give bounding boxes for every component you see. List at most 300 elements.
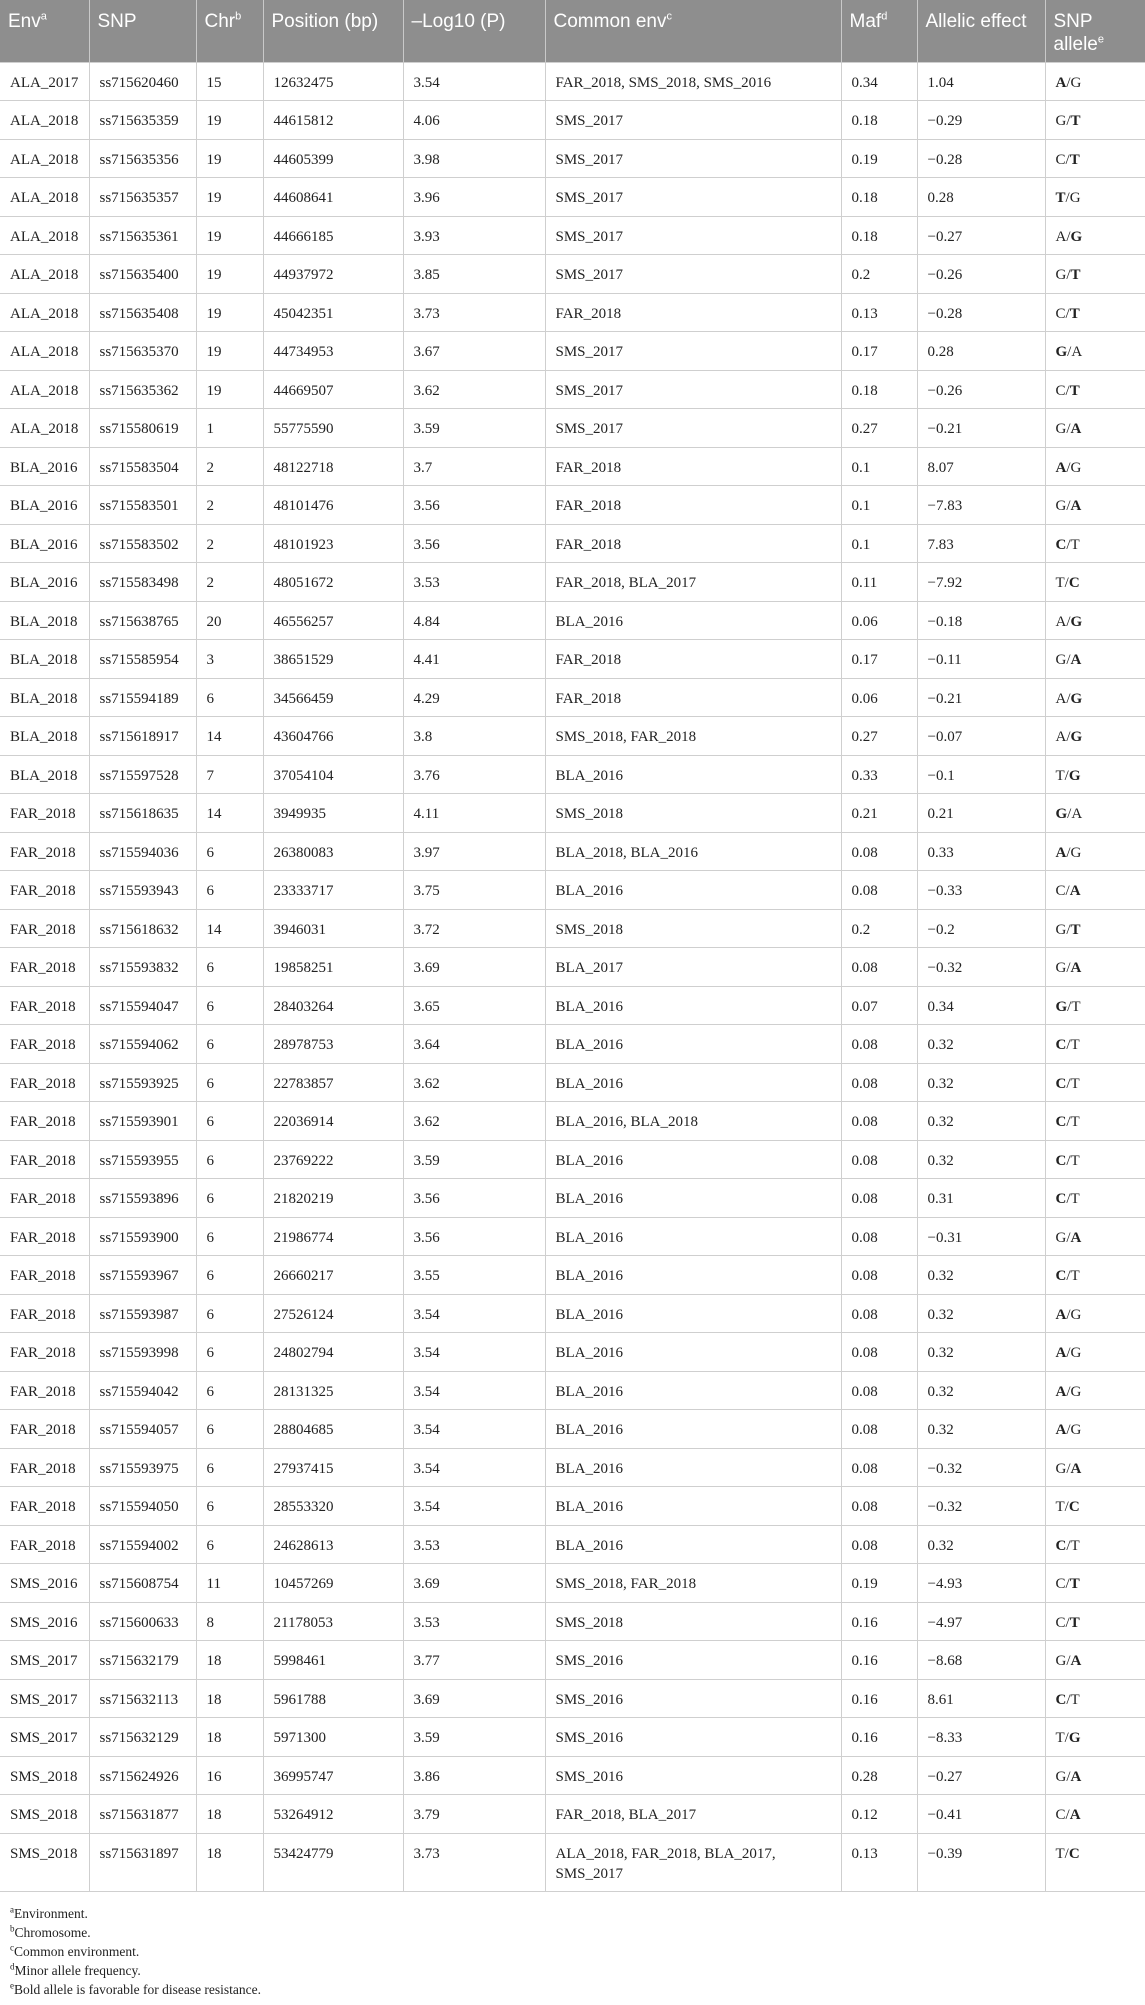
- allelic-effect-cell: 7.83: [917, 524, 1045, 563]
- logp-cell: 3.64: [403, 1025, 545, 1064]
- table-row: [0, 1371, 1145, 1410]
- maf-cell: 0.13: [841, 293, 917, 332]
- snp-allele-cell: A/G: [1045, 62, 1145, 101]
- env-cell: ALA_2018: [0, 370, 89, 409]
- maf-cell: 0.08: [841, 1140, 917, 1179]
- allele: T: [1071, 998, 1081, 1015]
- favorable-allele: A: [1070, 1768, 1082, 1785]
- common-env-cell: SMS_2017: [545, 409, 841, 448]
- maf-cell: 0.08: [841, 1179, 917, 1218]
- env-cell: BLA_2018: [0, 640, 89, 679]
- logp-cell: 4.11: [403, 794, 545, 833]
- chr-cell: 14: [196, 794, 263, 833]
- allelic-effect-cell: 0.32: [917, 1410, 1045, 1449]
- column-header-label: Chr: [204, 11, 236, 32]
- env-cell: FAR_2018: [0, 1410, 89, 1449]
- chr-cell: 18: [196, 1718, 263, 1757]
- env-cell: SMS_2018: [0, 1795, 89, 1834]
- table-row: [0, 1718, 1145, 1757]
- favorable-allele: T: [1069, 1576, 1080, 1592]
- table-row: [0, 1833, 1145, 1891]
- snp-cell: ss715600633: [89, 1602, 196, 1641]
- env-cell: ALA_2018: [0, 255, 89, 294]
- logp-cell: 3.56: [403, 524, 545, 563]
- table-row: [0, 293, 1145, 332]
- position-cell: 48101476: [263, 486, 403, 525]
- chr-cell: 6: [196, 1063, 263, 1102]
- maf-cell: 0.08: [841, 1217, 917, 1256]
- snp-allele-cell: A/G: [1045, 1410, 1145, 1449]
- common-env-cell: SMS_2017: [545, 139, 841, 178]
- maf-cell: 0.08: [841, 1256, 917, 1295]
- table-row: [0, 216, 1145, 255]
- maf-cell: 0.06: [841, 678, 917, 717]
- logp-cell: 3.53: [403, 1525, 545, 1564]
- snp-cell: ss715618632: [89, 909, 196, 948]
- snp-allele-cell: A/G: [1045, 678, 1145, 717]
- footnote-marker: c: [10, 1942, 14, 1952]
- allelic-effect-cell: −0.31: [917, 1217, 1045, 1256]
- column-header: [545, 0, 841, 62]
- footnote: [10, 1961, 1145, 1980]
- snp-cell: ss715593998: [89, 1333, 196, 1372]
- favorable-allele: T: [1070, 267, 1081, 283]
- chr-cell: 6: [196, 1371, 263, 1410]
- maf-cell: 0.1: [841, 486, 917, 525]
- env-cell: SMS_2016: [0, 1602, 89, 1641]
- position-cell: 55775590: [263, 409, 403, 448]
- footnote-marker: b: [10, 1923, 15, 1933]
- maf-cell: 0.18: [841, 216, 917, 255]
- snp-cell: ss715618917: [89, 717, 196, 756]
- logp-cell: 3.69: [403, 1564, 545, 1603]
- env-cell: FAR_2018: [0, 1217, 89, 1256]
- favorable-allele: C: [1055, 1037, 1067, 1053]
- allelic-effect-cell: −0.27: [917, 216, 1045, 255]
- table-row: [0, 1333, 1145, 1372]
- env-cell: ALA_2018: [0, 409, 89, 448]
- logp-cell: 3.54: [403, 1333, 545, 1372]
- favorable-allele: C: [1055, 1537, 1067, 1554]
- position-cell: 23333717: [263, 871, 403, 910]
- favorable-allele: G: [1070, 729, 1083, 745]
- maf-cell: 0.18: [841, 178, 917, 217]
- position-cell: 24628613: [263, 1525, 403, 1564]
- chr-cell: 6: [196, 678, 263, 717]
- allelic-effect-cell: −7.83: [917, 486, 1045, 525]
- snp-cell: ss715585954: [89, 640, 196, 679]
- common-env-cell: BLA_2016: [545, 1525, 841, 1564]
- table-row: [0, 1679, 1145, 1718]
- snp-cell: ss715583498: [89, 563, 196, 602]
- allele: G: [1055, 498, 1067, 514]
- allele: G: [1055, 1460, 1067, 1477]
- chr-cell: 19: [196, 370, 263, 409]
- snp-cell: ss715594050: [89, 1487, 196, 1526]
- env-cell: BLA_2016: [0, 486, 89, 525]
- maf-cell: 0.18: [841, 101, 917, 140]
- maf-cell: 0.28: [841, 1756, 917, 1795]
- favorable-allele: G: [1070, 690, 1083, 707]
- allele: T: [1055, 575, 1065, 591]
- table-row: [0, 1256, 1145, 1295]
- table-row: [0, 1487, 1145, 1526]
- table-row: [0, 101, 1145, 140]
- env-cell: ALA_2018: [0, 101, 89, 140]
- snp-cell: ss715631877: [89, 1795, 196, 1834]
- table-row: [0, 62, 1145, 101]
- chr-cell: 2: [196, 524, 263, 563]
- allele: A: [1071, 344, 1083, 360]
- allelic-effect-cell: 0.32: [917, 1063, 1045, 1102]
- common-env-cell: BLA_2016: [545, 1333, 841, 1372]
- table-row: [0, 640, 1145, 679]
- snp-allele-cell: C/T: [1045, 524, 1145, 563]
- position-cell: 19858251: [263, 948, 403, 987]
- maf-cell: 0.16: [841, 1679, 917, 1718]
- allele: A: [1055, 729, 1067, 745]
- favorable-allele: A: [1055, 1345, 1067, 1361]
- favorable-allele: C: [1055, 536, 1067, 553]
- allelic-effect-cell: 0.32: [917, 1140, 1045, 1179]
- logp-cell: 3.65: [403, 986, 545, 1025]
- env-cell: SMS_2017: [0, 1679, 89, 1718]
- table-row: [0, 1795, 1145, 1834]
- chr-cell: 2: [196, 486, 263, 525]
- column-header-label: Env: [8, 11, 41, 32]
- common-env-cell: FAR_2018: [545, 486, 841, 525]
- logp-cell: 3.53: [403, 1602, 545, 1641]
- env-cell: BLA_2018: [0, 601, 89, 640]
- common-env-cell: SMS_2016: [545, 1718, 841, 1757]
- chr-cell: 18: [196, 1679, 263, 1718]
- allelic-effect-cell: 1.04: [917, 62, 1045, 101]
- favorable-allele: A: [1070, 960, 1082, 976]
- snp-allele-cell: G/A: [1045, 1448, 1145, 1487]
- chr-cell: 19: [196, 293, 263, 332]
- chr-cell: 8: [196, 1602, 263, 1641]
- env-cell: FAR_2018: [0, 948, 89, 987]
- chr-cell: 14: [196, 909, 263, 948]
- position-cell: 3946031: [263, 909, 403, 948]
- snp-allele-cell: A/G: [1045, 601, 1145, 640]
- env-cell: SMS_2018: [0, 1756, 89, 1795]
- footnotes: [0, 1892, 1145, 1999]
- snp-allele-cell: G/T: [1045, 255, 1145, 294]
- allelic-effect-cell: −0.39: [917, 1833, 1045, 1891]
- env-cell: FAR_2018: [0, 1371, 89, 1410]
- logp-cell: 3.98: [403, 139, 545, 178]
- maf-cell: 0.1: [841, 447, 917, 486]
- logp-cell: 3.54: [403, 1371, 545, 1410]
- common-env-cell: SMS_2017: [545, 255, 841, 294]
- favorable-allele: A: [1070, 421, 1082, 437]
- allelic-effect-cell: 0.32: [917, 1333, 1045, 1372]
- env-cell: BLA_2016: [0, 563, 89, 602]
- common-env-cell: BLA_2016: [545, 1448, 841, 1487]
- snp-allele-cell: C/T: [1045, 1179, 1145, 1218]
- snp-allele-cell: G/A: [1045, 640, 1145, 679]
- common-env-cell: BLA_2016: [545, 1256, 841, 1295]
- maf-cell: 0.08: [841, 832, 917, 871]
- snp-cell: ss715583501: [89, 486, 196, 525]
- maf-cell: 0.16: [841, 1641, 917, 1680]
- snp-cell: ss715593925: [89, 1063, 196, 1102]
- snp-cell: ss715593901: [89, 1102, 196, 1141]
- snp-cell: ss715593967: [89, 1256, 196, 1295]
- logp-cell: 3.59: [403, 1140, 545, 1179]
- common-env-cell: FAR_2018: [545, 293, 841, 332]
- chr-cell: 6: [196, 1333, 263, 1372]
- footnote-text: Environment.: [14, 1905, 88, 1921]
- footnote-marker: a: [40, 10, 47, 23]
- snp-allele-cell: T/C: [1045, 563, 1145, 602]
- logp-cell: 3.96: [403, 178, 545, 217]
- footnote: [10, 1942, 1145, 1961]
- logp-cell: 3.69: [403, 1679, 545, 1718]
- allele: G: [1055, 421, 1067, 437]
- allelic-effect-cell: 0.33: [917, 832, 1045, 871]
- table-row: [0, 1179, 1145, 1218]
- allelic-effect-cell: 0.31: [917, 1179, 1045, 1218]
- column-header: [1045, 0, 1145, 62]
- favorable-allele: T: [1069, 305, 1080, 322]
- common-env-cell: SMS_2018: [545, 794, 841, 833]
- allele: G: [1055, 1768, 1067, 1785]
- position-cell: 28978753: [263, 1025, 403, 1064]
- maf-cell: 0.08: [841, 1102, 917, 1141]
- table-row: [0, 871, 1145, 910]
- favorable-allele: G: [1055, 998, 1068, 1015]
- allele: G: [1070, 74, 1082, 91]
- common-env-cell: BLA_2016: [545, 1371, 841, 1410]
- favorable-allele: A: [1069, 883, 1081, 899]
- table-row: [0, 1025, 1145, 1064]
- snp-allele-cell: G/A: [1045, 794, 1145, 833]
- snp-allele-cell: C/T: [1045, 1063, 1145, 1102]
- maf-cell: 0.08: [841, 1525, 917, 1564]
- chr-cell: 2: [196, 447, 263, 486]
- logp-cell: 3.53: [403, 563, 545, 602]
- snp-allele-cell: C/T: [1045, 1102, 1145, 1141]
- table-row: [0, 1641, 1145, 1680]
- position-cell: 44937972: [263, 255, 403, 294]
- chr-cell: 6: [196, 1294, 263, 1333]
- snp-cell: ss715632113: [89, 1679, 196, 1718]
- env-cell: FAR_2018: [0, 909, 89, 948]
- favorable-allele: T: [1069, 382, 1080, 399]
- table-row: [0, 524, 1145, 563]
- chr-cell: 1: [196, 409, 263, 448]
- chr-cell: 18: [196, 1833, 263, 1891]
- env-cell: FAR_2018: [0, 794, 89, 833]
- allele: G: [1070, 1345, 1082, 1361]
- table-row: [0, 1140, 1145, 1179]
- maf-cell: 0.12: [841, 1795, 917, 1834]
- allelic-effect-cell: −0.26: [917, 255, 1045, 294]
- env-cell: FAR_2018: [0, 1333, 89, 1372]
- snp-cell: ss715593832: [89, 948, 196, 987]
- chr-cell: 3: [196, 640, 263, 679]
- footnote-text: Common environment.: [14, 1943, 140, 1959]
- snp-allele-cell: A/G: [1045, 717, 1145, 756]
- snp-cell: ss715618635: [89, 794, 196, 833]
- common-env-cell: BLA_2016, BLA_2018: [545, 1102, 841, 1141]
- logp-cell: 3.7: [403, 447, 545, 486]
- logp-cell: 3.55: [403, 1256, 545, 1295]
- maf-cell: 0.08: [841, 1487, 917, 1526]
- position-cell: 21178053: [263, 1602, 403, 1641]
- snp-allele-cell: G/A: [1045, 409, 1145, 448]
- allele: G: [1055, 960, 1067, 976]
- logp-cell: 4.84: [403, 601, 545, 640]
- favorable-allele: C: [1055, 1152, 1067, 1169]
- env-cell: FAR_2018: [0, 1256, 89, 1295]
- allelic-effect-cell: 0.28: [917, 178, 1045, 217]
- allelic-effect-cell: −0.28: [917, 293, 1045, 332]
- chr-cell: 6: [196, 832, 263, 871]
- table-row: [0, 563, 1145, 602]
- snp-cell: ss715594062: [89, 1025, 196, 1064]
- maf-cell: 0.17: [841, 332, 917, 371]
- footnote-marker: c: [666, 10, 672, 23]
- env-cell: FAR_2018: [0, 871, 89, 910]
- table-row: [0, 755, 1145, 794]
- allelic-effect-cell: −0.18: [917, 601, 1045, 640]
- position-cell: 12632475: [263, 62, 403, 101]
- table-row: [0, 370, 1145, 409]
- column-header: [917, 0, 1045, 62]
- position-cell: 53424779: [263, 1833, 403, 1891]
- allele: T: [1055, 767, 1065, 784]
- favorable-allele: C: [1055, 1691, 1067, 1708]
- favorable-allele: A: [1070, 1229, 1082, 1246]
- position-cell: 28131325: [263, 1371, 403, 1410]
- allelic-effect-cell: −0.11: [917, 640, 1045, 679]
- snp-cell: ss715635400: [89, 255, 196, 294]
- favorable-allele: A: [1055, 844, 1067, 861]
- env-cell: BLA_2018: [0, 678, 89, 717]
- position-cell: 23769222: [263, 1140, 403, 1179]
- maf-cell: 0.08: [841, 1063, 917, 1102]
- footnote: [10, 1904, 1145, 1923]
- allelic-effect-cell: 0.34: [917, 986, 1045, 1025]
- snp-allele-cell: C/T: [1045, 1679, 1145, 1718]
- position-cell: 53264912: [263, 1795, 403, 1834]
- maf-cell: 0.08: [841, 1410, 917, 1449]
- snp-cell: ss715583502: [89, 524, 196, 563]
- common-env-cell: SMS_2017: [545, 216, 841, 255]
- allele: G: [1055, 921, 1067, 938]
- chr-cell: 6: [196, 1102, 263, 1141]
- chr-cell: 19: [196, 101, 263, 140]
- env-cell: FAR_2018: [0, 1025, 89, 1064]
- allele: T: [1055, 1845, 1065, 1862]
- position-cell: 10457269: [263, 1564, 403, 1603]
- allele: T: [1055, 1730, 1065, 1746]
- allele: G: [1055, 1229, 1067, 1246]
- column-header: [263, 0, 403, 62]
- logp-cell: 4.06: [403, 101, 545, 140]
- favorable-allele: G: [1055, 806, 1068, 822]
- common-env-cell: BLA_2016: [545, 1487, 841, 1526]
- snp-allele-cell: A/G: [1045, 1294, 1145, 1333]
- chr-cell: 6: [196, 986, 263, 1025]
- chr-cell: 19: [196, 139, 263, 178]
- favorable-allele: A: [1069, 1807, 1081, 1823]
- snp-cell: ss715635359: [89, 101, 196, 140]
- maf-cell: 0.08: [841, 1371, 917, 1410]
- allelic-effect-cell: −0.33: [917, 871, 1045, 910]
- column-header-label: Common env: [553, 11, 667, 32]
- common-env-cell: ALA_2018, FAR_2018, BLA_2017, SMS_2017: [545, 1833, 841, 1891]
- allele: T: [1070, 1075, 1080, 1092]
- snp-allele-cell: C/T: [1045, 139, 1145, 178]
- allelic-effect-cell: −0.21: [917, 678, 1045, 717]
- maf-cell: 0.16: [841, 1602, 917, 1641]
- position-cell: 24802794: [263, 1333, 403, 1372]
- env-cell: FAR_2018: [0, 1140, 89, 1179]
- snp-allele-cell: T/G: [1045, 755, 1145, 794]
- column-header-label: SNP allele: [1053, 11, 1098, 55]
- snp-cell: ss715624926: [89, 1756, 196, 1795]
- chr-cell: 6: [196, 1179, 263, 1218]
- footnote-marker: d: [881, 10, 888, 23]
- column-header: [89, 0, 196, 62]
- snp-allele-cell: C/T: [1045, 1025, 1145, 1064]
- common-env-cell: SMS_2018: [545, 909, 841, 948]
- common-env-cell: BLA_2016: [545, 986, 841, 1025]
- env-cell: SMS_2016: [0, 1564, 89, 1603]
- position-cell: 5998461: [263, 1641, 403, 1680]
- favorable-allele: A: [1070, 1460, 1082, 1477]
- table-row: [0, 986, 1145, 1025]
- allele: A: [1055, 690, 1067, 707]
- snp-allele-cell: C/T: [1045, 1525, 1145, 1564]
- table-row: [0, 717, 1145, 756]
- maf-cell: 0.08: [841, 1294, 917, 1333]
- snp-allele-cell: C/T: [1045, 1140, 1145, 1179]
- snp-allele-cell: G/A: [1045, 332, 1145, 371]
- position-cell: 43604766: [263, 717, 403, 756]
- logp-cell: 3.56: [403, 1179, 545, 1218]
- favorable-allele: G: [1055, 344, 1068, 360]
- allelic-effect-cell: −0.2: [917, 909, 1045, 948]
- table-row: [0, 486, 1145, 525]
- chr-cell: 14: [196, 717, 263, 756]
- allele: C: [1055, 151, 1066, 168]
- column-header: [196, 0, 263, 62]
- logp-cell: 3.59: [403, 1718, 545, 1757]
- logp-cell: 3.56: [403, 486, 545, 525]
- env-cell: FAR_2018: [0, 1294, 89, 1333]
- maf-cell: 0.18: [841, 370, 917, 409]
- favorable-allele: C: [1068, 1845, 1080, 1862]
- table-row: [0, 948, 1145, 987]
- table-header: [0, 0, 1145, 62]
- chr-cell: 6: [196, 871, 263, 910]
- chr-cell: 7: [196, 755, 263, 794]
- allele: G: [1070, 1422, 1082, 1438]
- common-env-cell: BLA_2016: [545, 1179, 841, 1218]
- chr-cell: 18: [196, 1641, 263, 1680]
- snp-allele-cell: C/A: [1045, 871, 1145, 910]
- position-cell: 44666185: [263, 216, 403, 255]
- snp-allele-cell: G/A: [1045, 948, 1145, 987]
- chr-cell: 6: [196, 1487, 263, 1526]
- logp-cell: 3.54: [403, 62, 545, 101]
- allele: G: [1070, 1383, 1082, 1400]
